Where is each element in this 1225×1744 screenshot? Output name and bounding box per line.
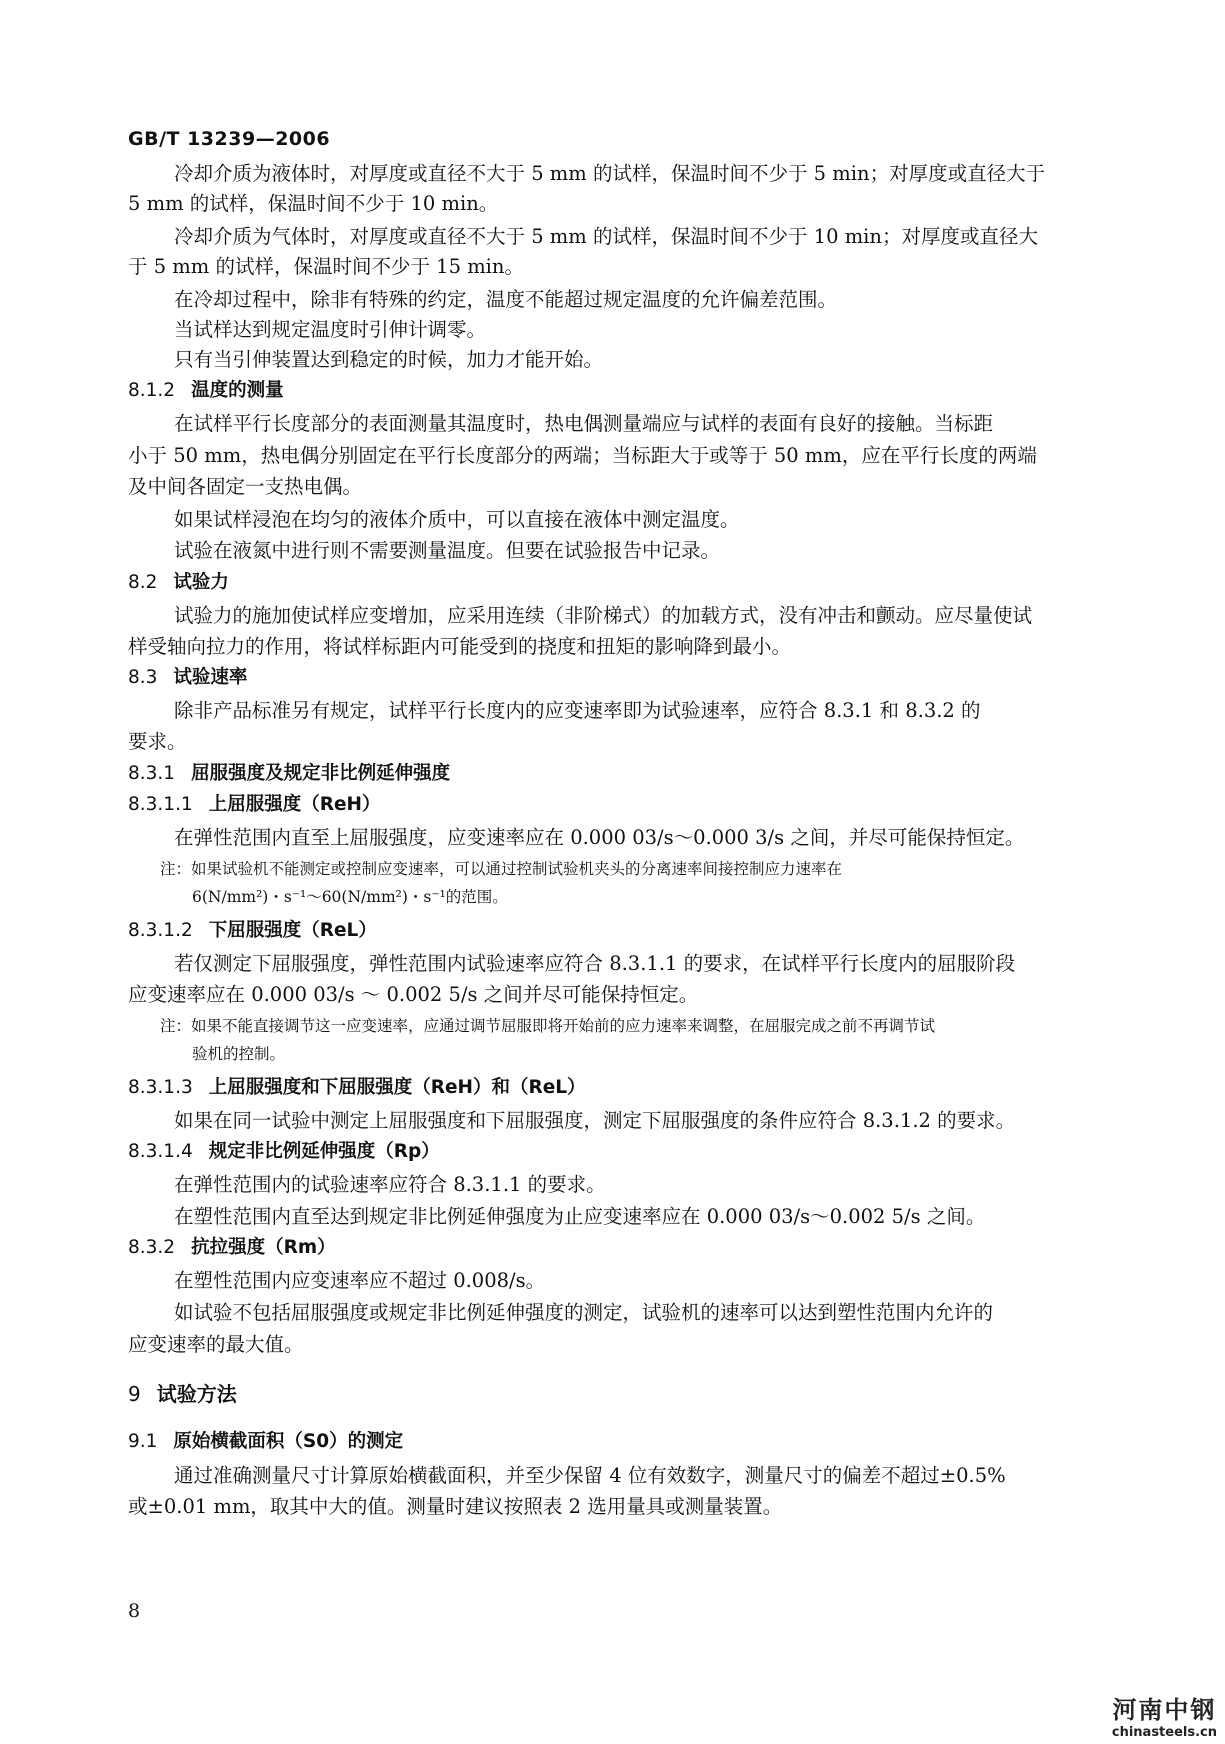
- note-line: 注：如果试验机不能测定或控制应变速率，可以通过控制试验机夹头的分离速率间接控制应力速率在: [160, 860, 843, 878]
- section-heading-8-3-2: [128, 1239, 336, 1258]
- body-line: 只有当引伸装置达到稳定的时候，加力才能开始。: [174, 348, 604, 371]
- section-title: 屈服强度及规定非比例延伸强度: [191, 763, 451, 784]
- section-heading-8-3: [128, 669, 247, 688]
- section-heading-8-3-1: [128, 765, 450, 784]
- section-heading-9-1: [128, 1433, 403, 1452]
- section-number: 8.3: [128, 667, 158, 688]
- body-line: 于 5 mm 的试样，保温时间不少于 15 min。: [128, 255, 524, 278]
- body-line: 5 mm 的试样，保温时间不少于 10 min。: [128, 192, 499, 215]
- body-line: 在塑性范围内直至达到规定非比例延伸强度为止应变速率应在 0.000 03/s～0.002 5/s 之间。: [174, 1205, 986, 1228]
- section-number: 8.3.1.1: [128, 794, 193, 815]
- body-line: 在试样平行长度部分的表面测量其温度时，热电偶测量端应与试样的表面有良好的接触。当标距: [174, 412, 994, 435]
- body-line: 或±0.01 mm，取其中大的值。测量时建议按照表 2 选用量具或测量装置。: [128, 1495, 783, 1518]
- section-number: 8.3.1.4: [128, 1141, 193, 1162]
- body-line: 应变速率应在 0.000 03/s ～ 0.002 5/s 之间并尽可能保持恒定。: [128, 983, 699, 1006]
- section-heading-9: [128, 1384, 237, 1404]
- section-heading-8-3-1-3: [128, 1079, 586, 1098]
- section-heading-8-3-1-2: [128, 922, 377, 941]
- body-line: 当试样达到规定温度时引伸计调零。: [174, 318, 487, 341]
- standard-code: GB/T 13239—2006: [128, 128, 331, 150]
- body-line: 应变速率的最大值。: [128, 1333, 304, 1356]
- section-title: 下屈服强度（ReL）: [208, 920, 377, 941]
- section-number: 8.3.1: [128, 763, 176, 784]
- body-line: 样受轴向拉力的作用，将试样标距内可能受到的挠度和扭矩的影响降到最小。: [128, 635, 792, 658]
- body-line: 在塑性范围内应变速率应不超过 0.008/s。: [174, 1269, 546, 1292]
- body-line: 如果在同一试验中测定上屈服强度和下屈服强度，测定下屈服强度的条件应符合 8.3.1.2 的要求。: [174, 1109, 1016, 1132]
- section-heading-8-3-1-1: [128, 796, 381, 815]
- body-line: 在弹性范围内的试验速率应符合 8.3.1.1 的要求。: [174, 1173, 606, 1196]
- section-title: 温度的测量: [191, 380, 284, 401]
- section-title: 规定非比例延伸强度（Rp）: [208, 1141, 440, 1162]
- section-heading-8-2: [128, 574, 229, 593]
- body-line: 小于 50 mm，热电偶分别固定在平行长度部分的两端；当标距大于或等于 50 mm，应在平行长度的两端: [128, 444, 1037, 467]
- body-line: 要求。: [128, 730, 187, 753]
- note-line: 注：如果不能直接调节这一应变速率，应通过调节屈服即将开始前的应力速率来调整，在屈服完成之前不再调节试: [160, 1017, 936, 1035]
- section-title: 原始横截面积（S0）的测定: [173, 1431, 404, 1452]
- body-line: 如果试样浸泡在均匀的液体介质中，可以直接在液体中测定温度。: [174, 508, 740, 531]
- watermark-name: 河南中钢: [1112, 1696, 1217, 1724]
- section-number: 8.2: [128, 572, 158, 593]
- section-number: 8.3.1.2: [128, 920, 193, 941]
- body-line: 若仅测定下屈服强度，弹性范围内试验速率应符合 8.3.1.1 的要求，在试样平行长度内的屈服阶段: [174, 952, 1016, 975]
- section-heading-8-3-1-4: [128, 1143, 440, 1162]
- body-line: 在冷却过程中，除非有特殊的约定，温度不能超过规定温度的允许偏差范围。: [174, 288, 838, 311]
- section-heading-8-1-2: [128, 382, 284, 401]
- section-number: 8.3.1.3: [128, 1077, 193, 1098]
- section-number: 9: [128, 1382, 141, 1406]
- section-number: 8.3.2: [128, 1237, 176, 1258]
- body-line: 在弹性范围内直至上屈服强度，应变速率应在 0.000 03/s～0.000 3/s 之间，并尽可能保持恒定。: [174, 826, 1025, 849]
- section-title: 抗拉强度（Rm）: [191, 1237, 336, 1258]
- section-number: 9.1: [128, 1431, 158, 1452]
- section-title: 试验方法: [156, 1382, 237, 1406]
- section-title: 上屈服强度（ReH）: [208, 794, 381, 815]
- body-line: 通过准确测量尺寸计算原始横截面积，并至少保留 4 位有效数字，测量尺寸的偏差不超过±0.5%: [174, 1464, 1006, 1487]
- body-line: 冷却介质为气体时，对厚度或直径不大于 5 mm 的试样，保温时间不少于 10 min；对厚度或直径大: [174, 225, 1038, 248]
- body-line: 试验力的施加使试样应变增加，应采用连续（非阶梯式）的加载方式，没有冲击和颤动。应尽量使试: [174, 604, 1033, 627]
- body-line: 及中间各固定一支热电偶。: [128, 475, 363, 498]
- body-line: 除非产品标准另有规定，试样平行长度内的应变速率即为试验速率，应符合 8.3.1 和 8.3.2 的: [174, 699, 981, 722]
- section-title: 试验速率: [173, 667, 248, 688]
- watermark-logo: [1112, 1690, 1217, 1740]
- page-number: 8: [128, 1600, 141, 1622]
- body-line: 如试验不包括屈服强度或规定非比例延伸强度的测定，试验机的速率可以达到塑性范围内允许的: [174, 1301, 994, 1324]
- note-line: 验机的控制。: [192, 1045, 286, 1063]
- section-number: 8.1.2: [128, 380, 176, 401]
- body-line: 冷却介质为液体时，对厚度或直径不大于 5 mm 的试样，保温时间不少于 5 min；对厚度或直径大于: [174, 162, 1046, 185]
- body-line: 试验在液氮中进行则不需要测量温度。但要在试验报告中记录。: [174, 539, 721, 562]
- note-line: 6(N/mm²)・s⁻¹～60(N/mm²)・s⁻¹的范围。: [192, 888, 508, 906]
- section-title: 试验力: [173, 572, 229, 593]
- section-title: 上屈服强度和下屈服强度（ReH）和（ReL）: [208, 1077, 586, 1098]
- watermark-url: chinasteels.cn: [1111, 1725, 1217, 1740]
